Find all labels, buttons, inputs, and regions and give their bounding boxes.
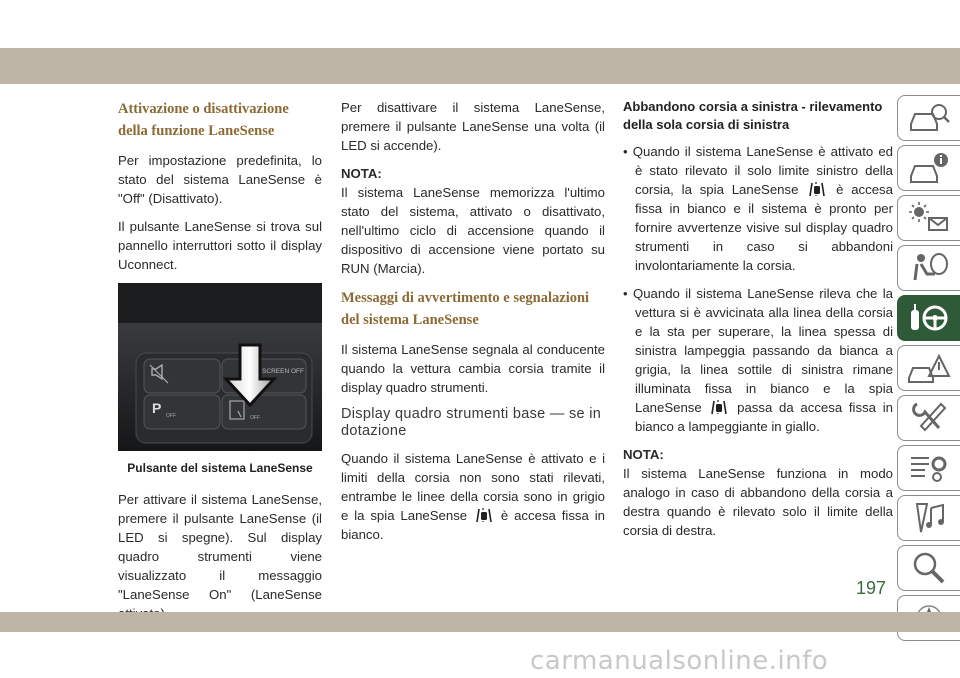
- bottom-band: [0, 612, 960, 632]
- bullet-item: • Quando il sistema LaneSense rileva che la vettura si è avvicinata alla linea della corsia e la sta per superare, la linea spessa di sinistra lampeggia passando da bianca a grigia, la linea sottile di sinistra rimane illuminata fissa in bianco e la spia LaneSense passa da accesa fissa in bianco a lampeggiante in giallo.: [623, 286, 893, 434]
- car-crash-triangle-icon: [907, 350, 951, 386]
- lanesense-indicator-icon: [476, 507, 492, 523]
- chapter-tabs: [897, 95, 960, 645]
- tab-emergency[interactable]: [897, 345, 960, 391]
- top-band: [0, 48, 960, 84]
- car-info-icon: [907, 150, 951, 186]
- note-text: Il sistema LaneSense funziona in modo analogo in caso di abbandono della corsia a destra quando è rilevato solo il limite della corsia di destra.: [623, 466, 893, 538]
- tab-maintenance[interactable]: [897, 395, 960, 441]
- tab-car-info[interactable]: [897, 145, 960, 191]
- section-heading-activation: Attivazione o disattivazione della funzione LaneSense: [118, 101, 289, 139]
- lanesense-indicator-icon: [711, 399, 727, 415]
- paragraph: Per impostazione predefinita, lo stato del sistema LaneSense è "Off" (Disattivato).: [118, 153, 322, 206]
- column-1: [118, 98, 322, 632]
- paragraph: Per disattivare il sistema LaneSense, premere il pulsante LaneSense una volta (il LED si accende).: [341, 100, 605, 153]
- tab-safety[interactable]: [897, 245, 960, 291]
- lanesense-indicator-icon: [809, 181, 825, 197]
- warning-light-mail-icon: [907, 200, 951, 236]
- bullet-item: • Quando il sistema LaneSense è attivato ed è stato rilevato il solo limite sinistro della corsia, la spia LaneSense è accesa fissa in bianco e il sistema è pronto per fornire avvertenze visive sul display quadro strumenti in caso si abbandoni involontariamente la corsia.: [623, 144, 893, 273]
- tab-warning-lights[interactable]: [897, 195, 960, 241]
- paragraph: Il pulsante LaneSense si trova sul pannello interruttori sotto il display Uconnect.: [118, 219, 322, 272]
- tab-multimedia[interactable]: [897, 495, 960, 541]
- car-search-icon: [907, 100, 951, 136]
- tab-search[interactable]: [897, 545, 960, 591]
- music-nav-icon: [907, 500, 951, 536]
- paragraph: Il sistema LaneSense segnala al conducente quando la vettura cambia corsia tramite il display quadro strumenti.: [341, 342, 605, 395]
- paragraph: Quando il sistema LaneSense è attivato e i limiti della corsia non sono stati rilevati, entrambe le linee della corsia sono in grigio e la spia LaneSense è accesa fissa in bianco.: [341, 451, 605, 542]
- subsection-heading: Display quadro strumenti base — se in dotazione: [341, 406, 602, 439]
- park-assist-label: P: [152, 400, 162, 416]
- switch-panel-illustration: [118, 283, 322, 451]
- watermark: carmanualsonline.info: [530, 646, 829, 676]
- column-3: [623, 98, 893, 549]
- section-heading-left-lane: Abbandono corsia a sinistra - rilevamento della sola corsia di sinistra: [623, 99, 883, 132]
- list-gear-icon: [907, 450, 951, 486]
- park-off-label: OFF: [166, 413, 176, 419]
- column-2: [341, 98, 605, 553]
- magnifier-icon: [907, 550, 951, 586]
- note-label: NOTA:: [623, 447, 664, 462]
- key-steering-wheel-icon: [907, 300, 951, 336]
- note-text: Il sistema LaneSense memorizza l'ultimo stato del sistema, attivato o disattivato, nell'ultimo ciclo di accensione quando il dispositivo di accensione viene portato su RUN (Marcia).: [341, 185, 605, 276]
- screen-off-label: SCREEN OFF: [262, 368, 304, 375]
- lanesense-button-photo: [118, 283, 322, 451]
- airbag-person-icon: [907, 250, 951, 286]
- wrench-screwdriver-icon: [907, 400, 951, 436]
- tab-starting-driving[interactable]: [897, 295, 960, 341]
- paragraph: Per attivare il sistema LaneSense, premere il pulsante LaneSense (il LED si spegne). Sul display quadro strumenti viene visualizzato il messaggio "LaneSense On" (LaneSense: [118, 492, 322, 602]
- page-number: 197: [856, 578, 887, 598]
- lanesense-off-label: OFF: [250, 415, 260, 421]
- tab-specifications[interactable]: [897, 445, 960, 491]
- note-label: NOTA:: [341, 166, 382, 181]
- section-heading-warnings: Messaggi di avvertimento e segnalazioni del sistema LaneSense: [341, 290, 590, 328]
- figure-caption: Pulsante del sistema LaneSense: [127, 461, 313, 475]
- tab-car-search[interactable]: [897, 95, 960, 141]
